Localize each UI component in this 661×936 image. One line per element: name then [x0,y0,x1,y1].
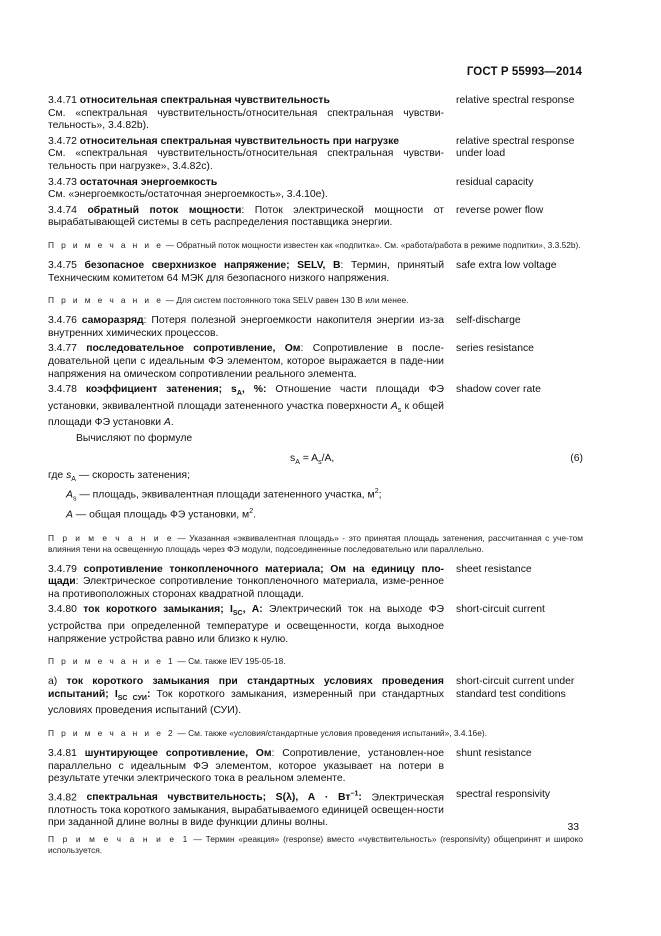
entry-ru [48,384,444,430]
entry-term: относительная спектральная чувствительность при нагрузке [79,135,400,147]
entry-en: sheet resistance [456,563,532,575]
entry-body: : Потеря полезной энергоемкости накопителя энергии из-за внутренних химических процессов. [48,315,445,339]
entry-3-4-71 [48,95,583,133]
term-tail: : [358,792,362,804]
term-superscript: −1 [350,790,359,798]
entry-3-4-79 [48,564,583,602]
entry-number: 3.4.76 [48,315,77,327]
entry-en: safe extra low voltage [456,259,557,271]
legend-desc: — скорость затенения; [75,469,190,481]
note [48,533,583,555]
entry-term: последовательное сопротивление, Ом [86,343,301,355]
entry-3-4-72 [48,136,583,174]
note-text: — См. также IEV 195-05-18. [175,656,286,667]
term-subscript: SC СУИ [117,694,147,702]
note-label: П р и м е ч а н и е [48,295,164,306]
term-tail: , %: [241,384,267,396]
entry-term: остаточная энергоемкость [79,176,218,188]
entry-term: шунтирующее сопротивление, Ом [84,748,272,759]
page-number: 33 [567,822,579,833]
entry-body: : Электрическое сопротивление тонкопленочного материала, изме-ренное на противоположных сторонах квадратной площади. [48,576,444,600]
note-text: — Термин «реакция» (response) вместо «чувствительность» (responsivity) общепринят и широко используется. [48,834,583,856]
entry-ru [48,260,444,285]
note [48,728,583,739]
legend-var-subscript: s [72,495,77,503]
entry-en: short-circuit current under standard test conditions [456,676,575,700]
variable: A [163,417,171,429]
term-subscript: A [236,390,242,398]
entry-en: shunt resistance [456,748,532,759]
entry-body: : Сопротивление в после-довательной цепи с идеальным ФЭ элементом, которое выражается в паде-нии напряжения на омическом сопротивлении реального элемента. [48,343,445,380]
entry-body: Электрический ток на выходе ФЭ устройства при определенной температуре и освещенности, когда выходное напряжение устройства равно или близко к нулю. [48,604,444,645]
entry-ru [48,789,444,830]
entry-number: 3.4.72 [48,135,77,147]
term-subscript: SC [232,610,243,618]
entry-term: относительная спектральная чувствительность [79,95,330,106]
formula-rhs-subscript: s [318,458,322,466]
entry-3-4-73 [48,177,583,202]
entry-ru [48,177,444,202]
note [48,240,583,251]
formula-tail: /A, [321,452,335,464]
entry-body: Электрическая плотность тока короткого замыкания, вырабатываемого единицей освещен-ности при заданной длине волны в виде функции длины волны. [48,792,444,829]
entry-ru [48,564,444,602]
entry-term [83,604,263,618]
entry-body: Ток короткого замыкания, измеренный при стандартных условиях проведения испытаний (СУИ). [48,688,444,717]
entry-body: : Поток электрической мощности от вырабатывающей системы в сеть распределения поставщика энергии. [48,204,445,229]
entry-en: relative spectral response [456,95,575,106]
term-text: ток короткого замыкания; I [83,604,233,616]
entry-en: reverse power flow [456,204,544,216]
legend-var-subscript: A [71,475,76,483]
entry-body: : Сопротивление, установлен-ное параллельно с идеальным ФЭ элементом, которое указывает на потери в результате утечки электрического тока в реальном элементе. [48,748,444,785]
entry-ru [48,676,444,718]
entry-en: short-circuit current [456,604,545,616]
formula-equals: = [299,452,312,464]
entry-number: 3.4.73 [48,176,77,188]
glossary-content [48,95,583,865]
entry-number: а) [48,676,58,688]
legend-punct: ; [378,489,382,501]
entry-number: 3.4.82 [48,792,77,804]
entry-term: безопасное сверхнизкое напряжение; SELV, В [84,259,341,271]
note [48,295,583,306]
legend-punct: . [253,509,256,521]
note [48,656,583,667]
entry-number: 3.4.78 [48,384,77,396]
entry-3-4-80 [48,604,583,646]
note-label: П р и м е ч а н и е [48,239,164,250]
legend-var: s [66,469,72,481]
formula-intro: Вычисляют по формуле [76,433,193,445]
entry-en: residual capacity [456,176,534,188]
entry-en: spectral responsivity [456,788,551,800]
entry-number: 3.4.71 [48,95,77,106]
entry-term [85,384,267,398]
equation-number: (6) [570,452,583,464]
entry-body: : Термин, принятый Техническим комитетом 64 МЭК для безопасного низкого напряжения. [48,259,444,284]
entry-ru [48,343,444,381]
entry-body: См. «спектральная чувствительность/относительная спектральная чувстви-тельность», 3.4.82b). [48,107,444,132]
entry-number: 3.4.80 [48,604,77,616]
variable: A [390,400,398,412]
entry-ru [48,315,444,340]
formula [290,453,334,466]
legend-var: A [66,489,73,501]
note-label: П р и м е ч а н и е 1 [48,656,176,667]
term-text: спектральная чувствительность; S(λ), А · Вт [86,792,351,804]
legend-var: A [66,509,73,521]
entry-ru [48,136,444,174]
entry-number: 3.4.74 [48,204,77,216]
formula-lhs: s [290,452,296,464]
legend-line [48,470,583,487]
note-label: П р и м е ч а н и е 1 [48,834,190,845]
legend-desc: — площадь, эквивалентная площади затененного участка, м [76,489,375,501]
entry-term: сопротивление тонкопленочного материала; Ом на единицу пло-щади [48,563,444,588]
formula-lhs-subscript: A [295,458,300,466]
entry-en: relative spectral response under load [456,135,575,160]
note-text: — Указанная «эквивалентная площадь» - это принятая площадь затенения, рассчитанная с уче-том влияния тени на освещенную площадь через ФЭ модули, подсоединенные последовательно или параллельно. [48,532,583,554]
entry-en: series resistance [456,343,534,355]
legend-exponent: 2 [374,488,379,496]
entry-ru [48,748,444,786]
entry-body: . [170,417,174,429]
variable-subscript: s [397,406,402,414]
note-label: П р и м е ч а н и е 2 [48,728,176,738]
entry-ru [48,95,444,133]
entry-ru [48,205,444,230]
legend-desc: — общая площадь ФЭ установки, м [72,509,250,521]
note-label: П р и м е ч а н и е [48,532,174,543]
note-text: — Для систем постоянного тока SELV равен 130 В или менее. [163,295,409,306]
standard-header: ГОСТ Р 55993—2014 [466,66,582,78]
formula-rhs: A [311,452,319,464]
entry-number: 3.4.77 [48,343,77,355]
entry-term: саморазряд [81,315,144,327]
entry-3-4-75 [48,260,583,285]
entry-body: к общей площади ФЭ установки [48,400,444,429]
term-text: коэффициент затенения; s [85,384,237,396]
entry-3-4-78 [48,384,583,430]
entry-en: shadow cover rate [456,384,541,396]
legend-exponent: 2 [249,508,254,516]
entry-3-4-81 [48,748,583,786]
entry-3-4-82 [48,789,583,830]
formula-row [48,450,583,470]
entry-3-4-77 [48,343,583,381]
entry-number: 3.4.75 [48,259,77,271]
entry-en: self-discharge [456,315,521,327]
note [48,834,583,856]
note-text: — См. также «условия/стандартные условия проведения испытаний», 3.4.16e). [175,728,487,738]
entry-term [87,792,362,803]
term-tail: , А: [242,604,263,616]
entry-ru [48,604,444,646]
term-text: ток короткого замыкания при стандартных условиях проведения испытаний; I [48,676,444,700]
legend-line [48,506,583,522]
formula-legend [48,470,583,523]
entry-body: Отношение части площади ФЭ установки, эквивалентной площади затененного участка поверхности [48,384,444,412]
entry-3-4-80-a [48,676,583,718]
entry-number: 3.4.79 [48,563,77,575]
entry-3-4-76 [48,315,583,340]
entry-term: обратный поток мощности [87,204,242,216]
legend-line [48,486,583,506]
legend-lead: где [48,469,67,481]
term-tail: : [146,688,151,700]
entry-number: 3.4.81 [48,748,77,759]
note-text: — Обратный поток мощности известен как «подпитка». См. «работа/работа в режиме подпитки», 3.3.52b). [163,239,581,250]
entry-3-4-74 [48,205,583,230]
entry-body: См. «спектральная чувствительность/относительная спектральная чувстви-тельность при нагрузке», 3.4.82c). [48,148,444,172]
entry-body: См. «энергоемкость/остаточная энергоемкость», 3.4.10e). [48,189,328,201]
